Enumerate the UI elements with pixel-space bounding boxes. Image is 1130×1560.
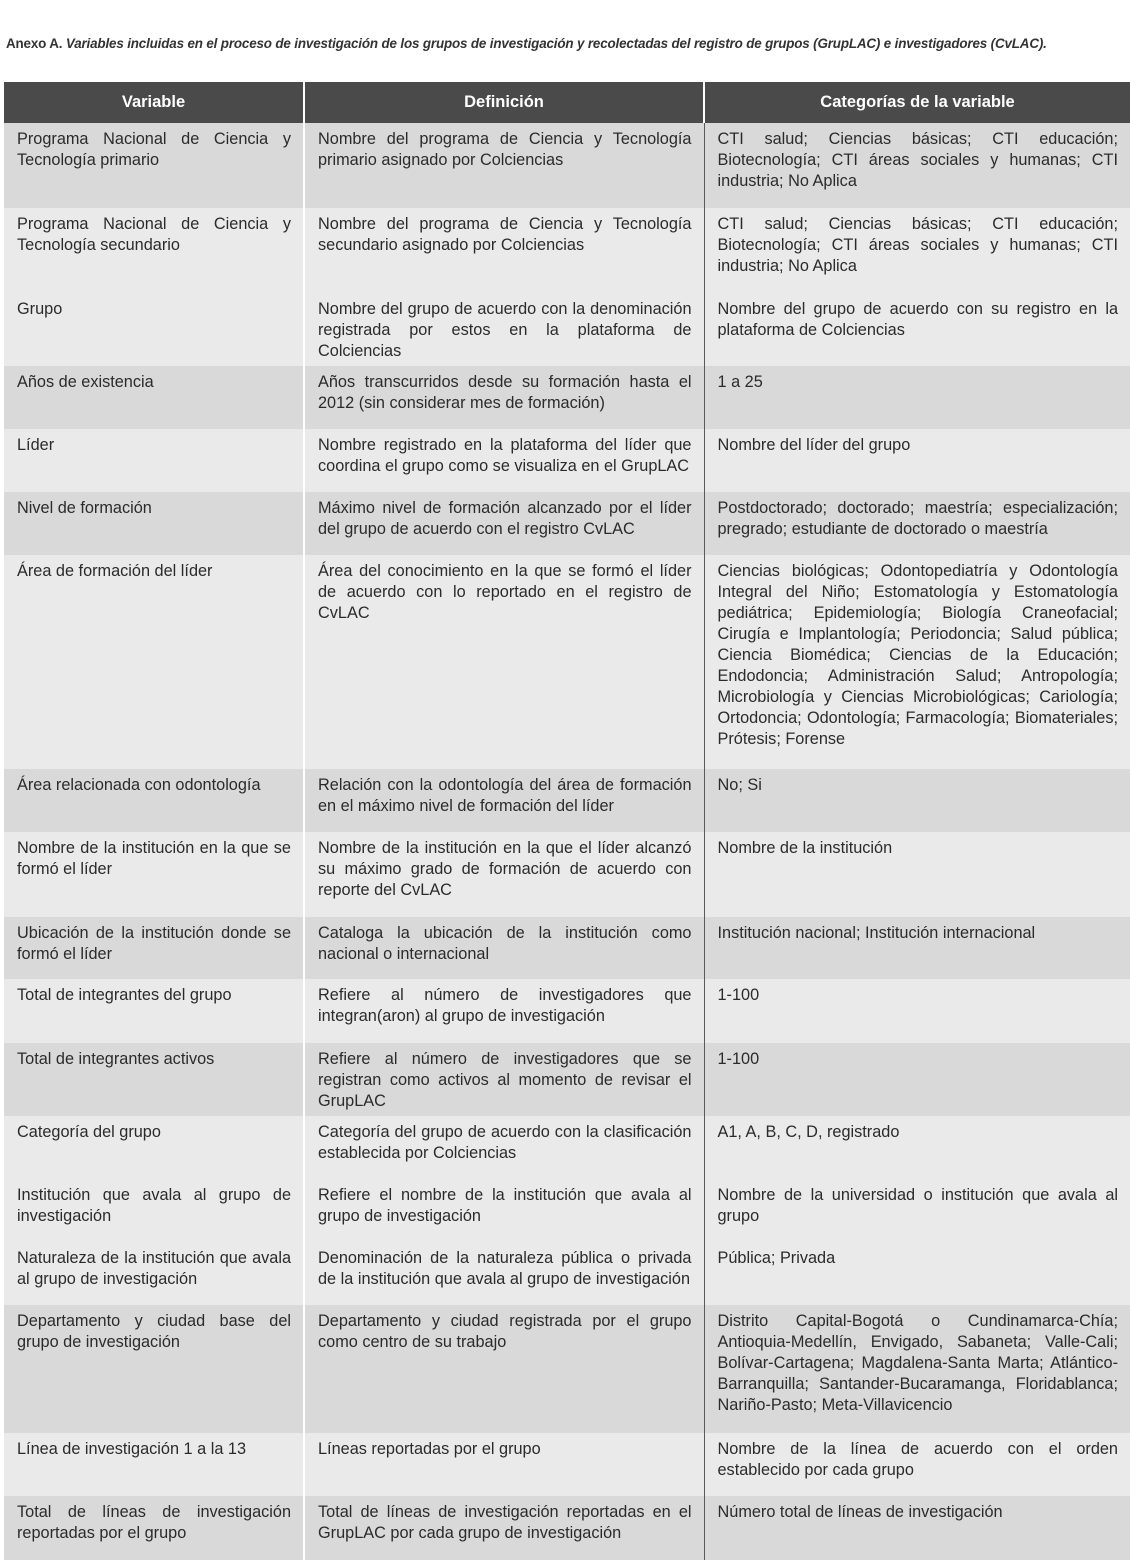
cell-variable: Años de existencia [4,366,304,429]
table-row [4,555,1130,769]
table-row [4,917,1130,979]
cell-definicion: Nombre del programa de Ciencia y Tecnología secundario asignado por Colciencias [304,208,704,293]
cell-definicion: Refiere al número de investigadores que integran(aron) al grupo de investigación [304,979,704,1043]
header-definicion: Definición [304,82,704,123]
table-row [4,1242,1130,1305]
cell-definicion: Líneas reportadas por el grupo [304,1433,704,1496]
cell-variable: Naturaleza de la institución que avala al grupo de investigación [4,1242,304,1305]
cell-variable: Línea de investigación 1 a la 13 [4,1433,304,1496]
table-row [4,366,1130,429]
table-row [4,1043,1130,1116]
table-row [4,1305,1130,1433]
header-categorias: Categorías de la variable [704,82,1130,123]
cell-definicion: Total de líneas de investigación reportadas en el GrupLAC por cada grupo de investigación [304,1496,704,1560]
cell-categorias: Postdoctorado; doctorado; maestría; especialización; pregrado; estudiante de doctorado o maestría [704,492,1130,555]
cell-variable: Ubicación de la institución donde se formó el líder [4,917,304,979]
cell-variable: Categoría del grupo [4,1116,304,1179]
cell-categorias: CTI salud; Ciencias básicas; CTI educación; Biotecnología; CTI áreas sociales y humanas; CTI industria; No Aplica [704,123,1130,208]
cell-definicion: Refiere al número de investigadores que se registran como activos al momento de revisar el GrupLAC [304,1043,704,1116]
cell-variable: Nivel de formación [4,492,304,555]
cell-categorias: Nombre del grupo de acuerdo con su registro en la plataforma de Colciencias [704,293,1130,366]
cell-variable: Programa Nacional de Ciencia y Tecnología primario [4,123,304,208]
table-row [4,979,1130,1043]
cell-variable: Total de integrantes del grupo [4,979,304,1043]
cell-definicion: Años transcurridos desde su formación hasta el 2012 (sin considerar mes de formación) [304,366,704,429]
caption-text: Variables incluidas en el proceso de investigación de los grupos de investigación y recolectadas del registro de grupos (GrupLAC) e investigadores (CvLAC). [62,36,1047,51]
annex-table [4,82,1130,1560]
table-row [4,1116,1130,1179]
cell-definicion: Área del conocimiento en la que se formó el líder de acuerdo con lo reportado en el registro de CvLAC [304,555,704,769]
cell-variable: Líder [4,429,304,492]
cell-variable: Área relacionada con odontología [4,769,304,832]
cell-definicion: Máximo nivel de formación alcanzado por el líder del grupo de acuerdo con el registro CvLAC [304,492,704,555]
cell-categorias: 1 a 25 [704,366,1130,429]
header-row [4,82,1130,123]
table-row [4,293,1130,366]
cell-definicion: Relación con la odontología del área de formación en el máximo nivel de formación del líder [304,769,704,832]
cell-categorias: CTI salud; Ciencias básicas; CTI educación; Biotecnología; CTI áreas sociales y humanas; CTI industria; No Aplica [704,208,1130,293]
table-row [4,123,1130,208]
table-row [4,208,1130,293]
header-variable: Variable [4,82,304,123]
cell-categorias: Distrito Capital-Bogotá o Cundinamarca-Chía; Antioquia-Medellín, Envigado, Sabaneta; Valle-Cali; Bolívar-Cartagena; Magdalena-Santa Marta; Atlántico-Barranquilla; Santander-Bucaramanga, Floridablanca; Nariño-Pasto; Meta-Villavicencio [704,1305,1130,1433]
table-row [4,429,1130,492]
cell-categorias: Pública; Privada [704,1242,1130,1305]
cell-categorias: Nombre de la línea de acuerdo con el orden establecido por cada grupo [704,1433,1130,1496]
cell-variable: Departamento y ciudad base del grupo de investigación [4,1305,304,1433]
cell-definicion: Nombre de la institución en la que el líder alcanzó su máximo grado de formación de acuerdo con reporte del CvLAC [304,832,704,917]
cell-variable: Institución que avala al grupo de investigación [4,1179,304,1242]
cell-categorias: Nombre del líder del grupo [704,429,1130,492]
caption-label: Anexo A. [6,36,63,51]
cell-categorias: A1, A, B, C, D, registrado [704,1116,1130,1179]
cell-variable: Programa Nacional de Ciencia y Tecnología secundario [4,208,304,293]
table-row [4,1433,1130,1496]
table-row [4,832,1130,917]
cell-variable: Total de integrantes activos [4,1043,304,1116]
cell-categorias: Institución nacional; Institución internacional [704,917,1130,979]
cell-definicion: Nombre del grupo de acuerdo con la denominación registrada por estos en la plataforma de Colciencias [304,293,704,366]
cell-variable: Total de líneas de investigación reportadas por el grupo [4,1496,304,1560]
table-row [4,1179,1130,1242]
table-row [4,769,1130,832]
cell-definicion: Nombre registrado en la plataforma del líder que coordina el grupo como se visualiza en el GrupLAC [304,429,704,492]
cell-categorias: Ciencias biológicas; Odontopediatría y Odontología Integral del Niño; Estomatología y Estomatología pediátrica; Epidemiología; Biología Craneofacial; Cirugía e Implantología; Periodoncia; Salud pública; Ciencia Biomédica; Ciencias de la Educación; Endodoncia; Administración Salud; Antropología; Microbiología y Ciencias Microbiológicas; Cariología; Ortodoncia; Odontología; Farmacología; Biomateriales; Prótesis; Forense [704,555,1130,769]
cell-definicion: Nombre del programa de Ciencia y Tecnología primario asignado por Colciencias [304,123,704,208]
cell-categorias: Nombre de la institución [704,832,1130,917]
cell-variable: Grupo [4,293,304,366]
table-row [4,492,1130,555]
cell-definicion: Refiere el nombre de la institución que avala al grupo de investigación [304,1179,704,1242]
cell-categorias: Nombre de la universidad o institución que avala al grupo [704,1179,1130,1242]
cell-categorias: 1-100 [704,979,1130,1043]
table-caption [6,36,1126,51]
cell-categorias: No; Si [704,769,1130,832]
table-row [4,1496,1130,1560]
cell-variable: Nombre de la institución en la que se formó el líder [4,832,304,917]
cell-categorias: Número total de líneas de investigación [704,1496,1130,1560]
cell-definicion: Cataloga la ubicación de la institución como nacional o internacional [304,917,704,979]
cell-definicion: Denominación de la naturaleza pública o privada de la institución que avala al grupo de investigación [304,1242,704,1305]
cell-definicion: Categoría del grupo de acuerdo con la clasificación establecida por Colciencias [304,1116,704,1179]
cell-definicion: Departamento y ciudad registrada por el grupo como centro de su trabajo [304,1305,704,1433]
cell-categorias: 1-100 [704,1043,1130,1116]
cell-variable: Área de formación del líder [4,555,304,769]
